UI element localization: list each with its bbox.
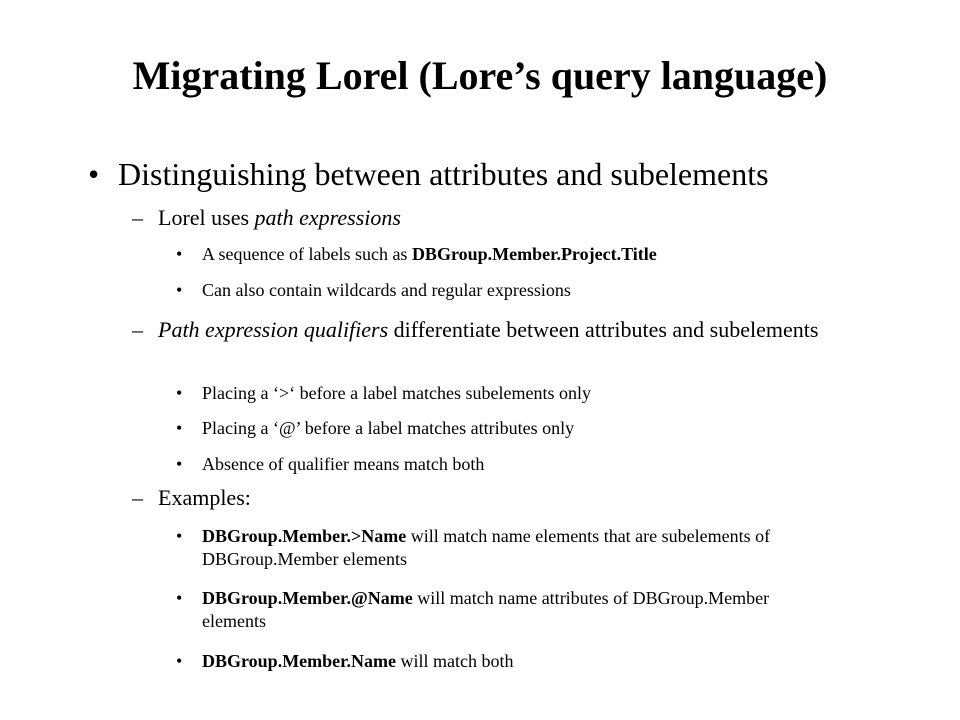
item-text: will match name attributes of DBGroup.Member elements bbox=[202, 588, 770, 631]
sub-point-text bbox=[132, 204, 852, 231]
bullet-icon: • bbox=[176, 418, 183, 438]
list-item bbox=[176, 417, 836, 440]
sub-point-path-expressions bbox=[132, 204, 852, 231]
dash-icon: – bbox=[132, 205, 143, 230]
sub-point-text bbox=[132, 316, 852, 343]
list-item bbox=[176, 453, 836, 476]
emphasis: Path expression qualifiers bbox=[158, 317, 389, 342]
sub-point-text: Examples: bbox=[158, 485, 251, 510]
bullet-icon: • bbox=[176, 588, 183, 608]
list-item bbox=[176, 525, 836, 571]
sub-point-qualifiers bbox=[132, 316, 852, 343]
list-item bbox=[176, 587, 836, 633]
dash-icon: – bbox=[132, 485, 143, 510]
list-item bbox=[176, 243, 836, 266]
bullet-icon: • bbox=[176, 383, 183, 403]
item-text: Placing a ‘@’ before a label matches attributes only bbox=[202, 418, 575, 438]
item-text: Absence of qualifier means match both bbox=[202, 454, 485, 474]
slide-title: Migrating Lorel (Lore’s query language) bbox=[132, 53, 828, 98]
bullet-icon: • bbox=[176, 454, 183, 474]
text-suffix: differentiate between attributes and subelements bbox=[388, 317, 819, 342]
sub-point-examples bbox=[132, 484, 852, 511]
emphasis: path expressions bbox=[254, 205, 401, 230]
item-bold-text: DBGroup.Member.>Name bbox=[202, 526, 407, 546]
item-text: Can also contain wildcards and regular expressions bbox=[202, 280, 571, 300]
item-text: will match name elements that are subelements of DBGroup.Member elements bbox=[202, 526, 771, 569]
item-text: A sequence of labels such as bbox=[202, 244, 412, 264]
list-item bbox=[176, 650, 836, 673]
item-bold-text: DBGroup.Member.Name bbox=[202, 651, 396, 671]
list-item bbox=[176, 382, 836, 405]
dash-icon: – bbox=[132, 317, 143, 342]
item-bold-text: DBGroup.Member.@Name bbox=[202, 588, 413, 608]
item-text: Placing a ‘>‘ before a label matches subelements only bbox=[202, 383, 592, 403]
item-text: will match both bbox=[395, 651, 514, 671]
bullet-icon: • bbox=[176, 651, 183, 671]
bullet-icon: • bbox=[176, 526, 183, 546]
item-bold-text: DBGroup.Member.Project.Title bbox=[411, 244, 657, 264]
text-prefix: Lorel uses bbox=[158, 205, 255, 230]
bullet-icon: • bbox=[176, 280, 183, 300]
bullet-icon: • bbox=[88, 156, 100, 192]
main-bullet-text: Distinguishing between attributes and subelements bbox=[118, 156, 769, 192]
list-item bbox=[176, 279, 836, 302]
bullet-icon: • bbox=[176, 244, 183, 264]
